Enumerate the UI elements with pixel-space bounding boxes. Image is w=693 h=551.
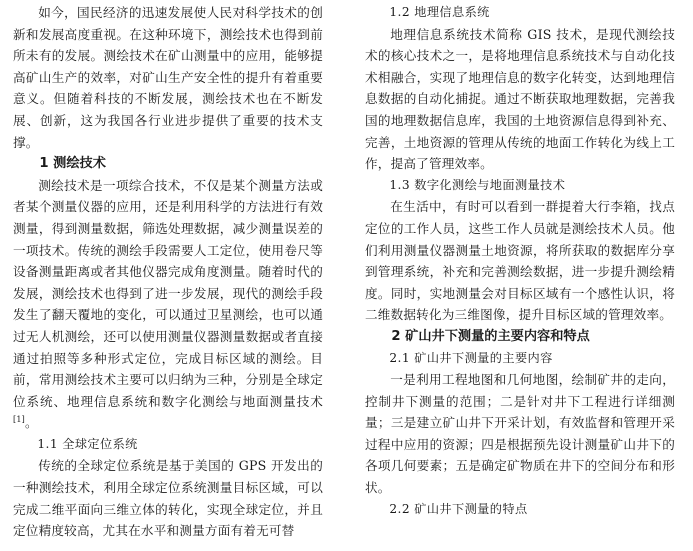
- section-1-text: 测绘技术是一项综合技术，不仅是某个测量方法或者某个测量仪器的应用，还是利用科学的方法进行有效测量，得到测量数据，筛选处理数据，减少测量误差的一项技术。传统的测绘手段需要人工定位，使用卷尺等设备测量距离或者其他仪器完成角度测量。随着时代的发展，测绘技术也得到了进一步发展，现代的测绘手段发生了翻天覆地的变化，可以通过卫星测绘，也可以通过无人机测绘，还可以使用测量仪器测量数据或者直接通过拍照等多种形式定位，完成目标区域的测绘。目前，常用测绘技术主要可以归纳为三种，分别是全球定位系统、地理信息系统和数字化测绘与地面测量技术: [13, 177, 323, 409]
- left-column: [13, 0, 323, 542]
- section-2-1-heading: 2.1 矿山井下测量的主要内容: [389, 350, 553, 365]
- section-1-1-paragraph: 传统的全球定位系统是基于美国的 GPS 开发出的一种测绘技术，利用全球定位系统测量目标区域，可以完成二维平面向三维立体的转化，实现全球定位，并且定位精度较高，尤其在水平和测量方面有着无可替: [13, 458, 323, 539]
- section-2-2-heading: 2.2 矿山井下测量的特点: [389, 501, 528, 516]
- citation-1[interactable]: [1]: [13, 415, 25, 425]
- right-column: [365, 0, 675, 520]
- section-1-3-paragraph: 在生活中，有时可以看到一群提着大行李箱，找点定位的工作人员，这些工作人员就是测绘技术人员。他们利用测量仪器测量土地资源，将所获取的数据库分享到管理系统，补充和完善测绘数据，进一步提升测绘精度。同时，实地测量会对目标区域有一个感性认识，将二维数据转化为三维图像，提升目标区域的管理效率。: [365, 199, 675, 323]
- section-1-1-heading: 1.1 全球定位系统: [37, 436, 138, 451]
- section-1-heading: 1 测绘技术: [39, 156, 106, 172]
- section-1-end: 。: [24, 415, 38, 431]
- section-1-2-heading: 1.2 地理信息系统: [389, 5, 490, 19]
- intro-paragraph: 如今，国民经济的迅速发展使人民对科学技术的创新和发展高度重视。在这种环境下，测绘技术也得到前所未有的发展。测绘技术在矿山测量中的应用，能够提高矿山生产的效率，对矿山生产安全性的提升有着重要意义。但随着科技的不断发展，测绘技术也在不断发展、创新，这为我国各行业进步提供了重要的技术支撑。: [13, 5, 323, 150]
- section-1-paragraph: [13, 175, 323, 434]
- section-2-heading: 2 矿山井下测量的主要内容和特点: [391, 328, 590, 344]
- section-2-1-paragraph: 一是利用工程地图和几何地图，绘制矿井的走向，控制井下测量的范围；二是针对井下工程进行详细测量；三是建立矿山井下开采计划，有效监督和管理开采过程中应用的资源；四是根据预先设计测量矿山井下的各项几何要素；五是确定矿物质在井下的空间分布和形状。: [365, 372, 675, 496]
- section-1-2-paragraph: 地理信息系统技术简称 GIS 技术，是现代测绘技术的核心技术之一，是将地理信息系统技术与自动化技术相融合，实现了地理信息的数字化转变，达到地理信息数据的自动化捕捉。通过不断获取地理数据，完善我国的地理数据信息库，我国的土地资源信息得到补充、完善，土地资源的管理从传统的地面工作转化为线上工作，提高了管理效率。: [365, 26, 675, 172]
- section-1-3-heading: 1.3 数字化测绘与地面测量技术: [389, 177, 566, 192]
